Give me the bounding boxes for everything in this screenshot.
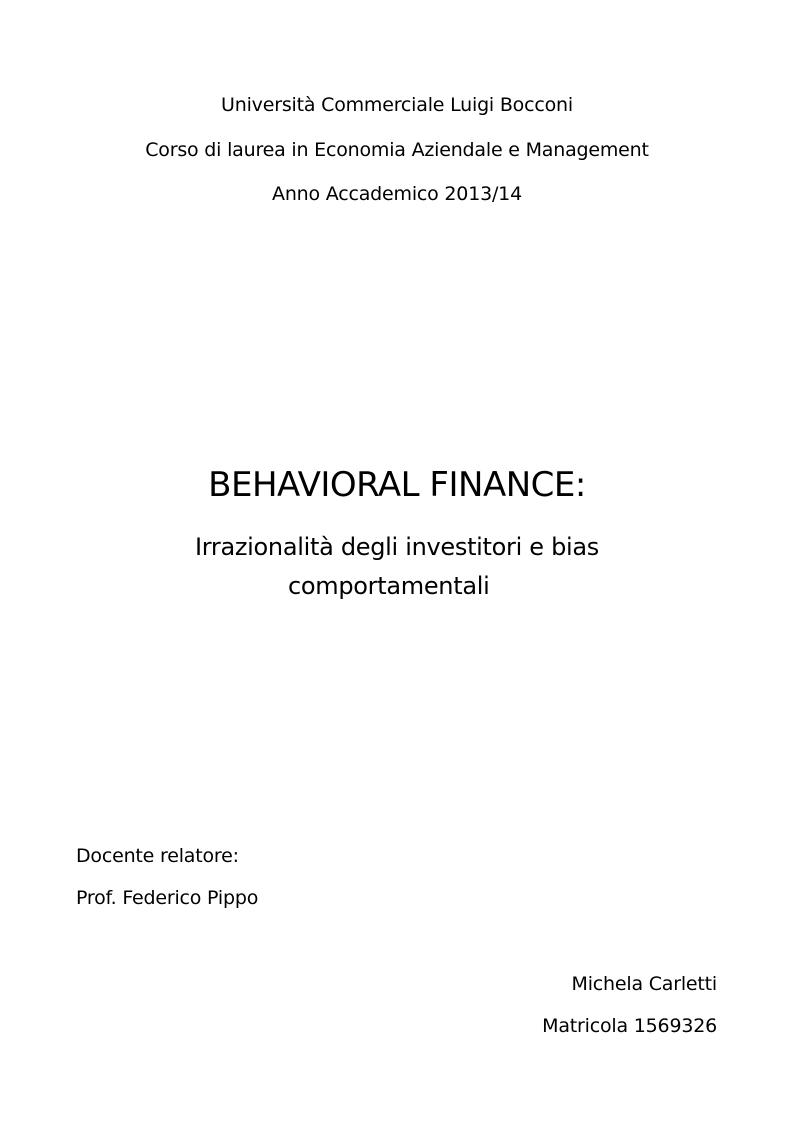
- student-matricola: Matricola 1569326: [542, 1015, 717, 1037]
- supervisor-name: Prof. Federico Pippo: [76, 887, 259, 909]
- course-name: Corso di laurea in Economia Aziendale e Management: [145, 139, 649, 161]
- thesis-title: BEHAVIORAL FINANCE:: [208, 465, 586, 505]
- thesis-subtitle-line-2: comportamentali: [288, 572, 490, 600]
- thesis-subtitle-line-1: Irrazionalità degli investitori e bias: [194, 533, 600, 561]
- supervisor-label: Docente relatore:: [76, 845, 239, 867]
- student-name: Michela Carletti: [571, 973, 717, 995]
- academic-year: Anno Accademico 2013/14: [272, 183, 522, 205]
- university-name: Università Commerciale Luigi Bocconi: [221, 94, 573, 116]
